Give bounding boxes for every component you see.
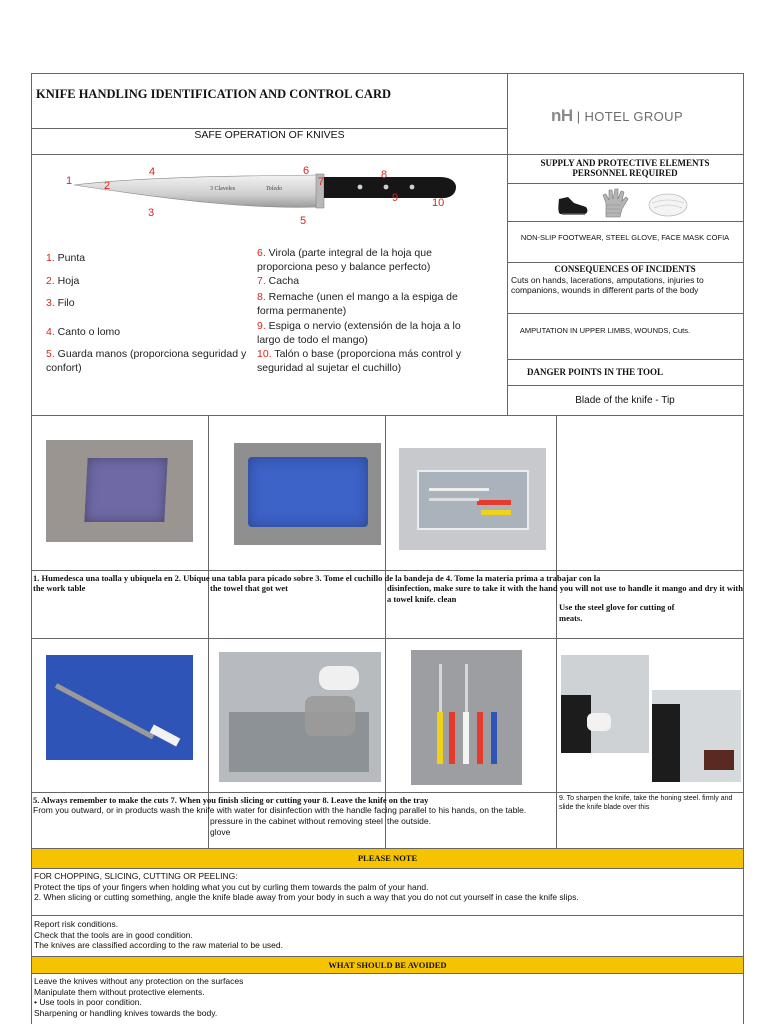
divider-header-right <box>507 73 508 415</box>
avoid-block <box>34 976 739 1019</box>
consequences-text: Cuts on hands, lacerations, amputations, injuries to companions, wounds in different parts of the body <box>511 275 704 296</box>
divider-row2-caption <box>31 792 744 793</box>
note-line: Report risk conditions. <box>34 919 119 929</box>
legend-item: 3. Filo <box>46 297 75 309</box>
legend-item: 4. Canto o lomo <box>46 326 121 338</box>
knife-part-number: 6 <box>303 165 310 177</box>
knife-rivet <box>384 185 389 190</box>
note-line: Protect the tips of your fingers when holding what you cut by curling them towards the palm of your hand. <box>34 881 429 892</box>
knife-rivet <box>410 185 415 190</box>
knife-part-number: 8 <box>381 169 388 181</box>
avoid-item: Manipulate them without protective elements. <box>34 986 205 997</box>
step-row1-caption: 1. Humedesca una toalla y ubiquela en 2. Ubique una tabla para picado sobre 3. Tome el cuchillo de la bandeja de 4. Tome la materia prima a trabajar con la <box>33 573 601 583</box>
supply-heading: SUPPLY AND PROTECTIVE ELEMENTS PERSONNEL REQUIRED <box>540 158 710 178</box>
legend-item: 9. Espiga o nervio (extensión de la hoja a lo largo de todo el mango) <box>257 320 461 346</box>
logo-mark: nH <box>551 106 573 125</box>
avoid-banner: WHAT SHOULD BE AVOIDED <box>31 956 744 974</box>
divider-col-2 <box>385 415 386 848</box>
divider-row2-top <box>31 638 744 639</box>
note-line: FOR CHOPPING, SLICING, CUTTING OR PEELING: <box>34 871 238 881</box>
divider-right-6 <box>507 385 744 386</box>
divider-note-1 <box>31 915 744 916</box>
photo-honing-2 <box>652 690 741 782</box>
photo-honing-1 <box>561 655 649 753</box>
step-9-caption: 9. To sharpen the knife, take the honing steel. firmly and slide the knife blade over this <box>559 795 733 811</box>
divider-right-1 <box>507 183 744 184</box>
danger-heading: DANGER POINTS IN THE TOOL <box>527 367 664 377</box>
note-block-1 <box>34 871 739 903</box>
knife-diagram <box>60 165 470 229</box>
step-1-caption: the work table <box>33 583 86 593</box>
legend-item: 6. Virola (parte integral de la hoja que proporciona peso y balance perfecto) <box>257 247 432 273</box>
please-note-banner: PLEASE NOTE <box>31 848 744 869</box>
divider-right-3 <box>507 262 744 263</box>
shoe-icon <box>556 189 590 219</box>
border-top <box>31 73 744 74</box>
border-left <box>31 73 32 1024</box>
card-title: KNIFE HANDLING IDENTIFICATION AND CONTROL CARD <box>36 87 392 101</box>
logo-text: | HOTEL GROUP <box>576 109 684 124</box>
photo-tray-handles <box>411 650 522 785</box>
knife-part-number: 7 <box>318 176 325 188</box>
photo-wash-knife <box>219 652 381 782</box>
note-line: Check that the tools are in good condition. <box>34 929 193 940</box>
photo-cutting-board <box>234 443 381 545</box>
knife-part-number: 2 <box>104 180 111 192</box>
blade-model: Toledo <box>266 186 283 192</box>
step-2-caption: the towel that got wet <box>210 583 288 593</box>
note-block-2 <box>34 919 739 951</box>
border-right <box>743 73 744 1024</box>
legend-item: 10. Talón o base (proporciona más control y seguridad al sujetar el cuchillo) <box>257 348 462 374</box>
photo-cuts-outward <box>46 655 193 760</box>
steel-glove-icon <box>598 187 634 219</box>
amputation-text: AMPUTATION IN UPPER LIMBS, WOUNDS, Cuts. <box>519 326 691 335</box>
step-7-caption: pressure in the cabinet without removing steel glove <box>210 816 383 837</box>
avoid-item: Sharpening or handling knives towards the body. <box>34 1007 218 1018</box>
avoid-item: • Use tools in poor condition. <box>34 997 142 1008</box>
knife-part-number: 1 <box>66 175 73 187</box>
legend-item: 8. Remache (unen el mango a la espiga de forma permanente) <box>257 291 458 317</box>
knife-rivet <box>358 185 363 190</box>
step-3-caption: disinfection, make sure to take it with the hand you will not use to handle it mango and dry it with a towel knife. clean <box>387 583 743 604</box>
divider-row1-caption <box>31 570 744 571</box>
ppe-text: NON-SLIP FOOTWEAR, STEEL GLOVE, FACE MASK COFIA <box>520 233 730 242</box>
divider-right-2 <box>507 221 744 222</box>
photo-wet-towel <box>46 440 193 542</box>
legend-item: 2. Hoja <box>46 275 80 287</box>
step-8-caption: the outside. <box>387 816 431 826</box>
knife-part-number: 4 <box>149 166 156 178</box>
legend-item: 7. Cacha <box>257 275 300 287</box>
knife-part-number: 10 <box>432 197 445 209</box>
danger-text: Blade of the knife - Tip <box>575 395 675 406</box>
knife-part-number: 9 <box>392 192 399 204</box>
blade-brand: 3 Claveles <box>210 186 236 192</box>
avoid-item: Leave the knives without any protection on the surfaces <box>34 976 244 986</box>
knife-handle <box>324 177 456 198</box>
note-line: The knives are classified according to the raw material to be used. <box>34 940 283 951</box>
divider-col-1 <box>208 415 209 848</box>
divider-col-3 <box>556 415 557 848</box>
note-line: 2. When slicing or cutting something, angle the knife blade away from your body in such a way that you do not cut yourself in case the knife slips. <box>34 892 579 903</box>
knife-part-number: 5 <box>300 215 307 227</box>
divider-right-4 <box>507 313 744 314</box>
legend-item: 5. Guarda manos (proporciona seguridad y confort) <box>46 348 247 374</box>
step-row2-caption: 5. Always remember to make the cuts 7. When you finish slicing or cutting your 8. Leave the knife on the tray <box>33 795 429 805</box>
step-4-caption: Use the steel glove for cutting of meats. <box>559 602 675 623</box>
divider-right-5 <box>507 359 744 360</box>
consequences-heading: CONSEQUENCES OF INCIDENTS <box>554 264 696 274</box>
legend-item: 1. Punta <box>46 252 86 264</box>
divider-subtitle <box>31 154 744 155</box>
step-5-caption: From you outward, or in products wash the knife with water for disinfection with the handle facing parallel to his hands, on the table. <box>33 805 527 815</box>
card-subtitle: SAFE OPERATION OF KNIVES <box>194 129 345 141</box>
divider-steps-top <box>31 415 744 416</box>
ppe-icons <box>556 187 696 219</box>
knife-part-number: 3 <box>148 207 155 219</box>
photo-knife-tray <box>399 448 546 550</box>
hair-net-icon <box>646 189 690 219</box>
hotel-group-logo <box>551 106 683 126</box>
